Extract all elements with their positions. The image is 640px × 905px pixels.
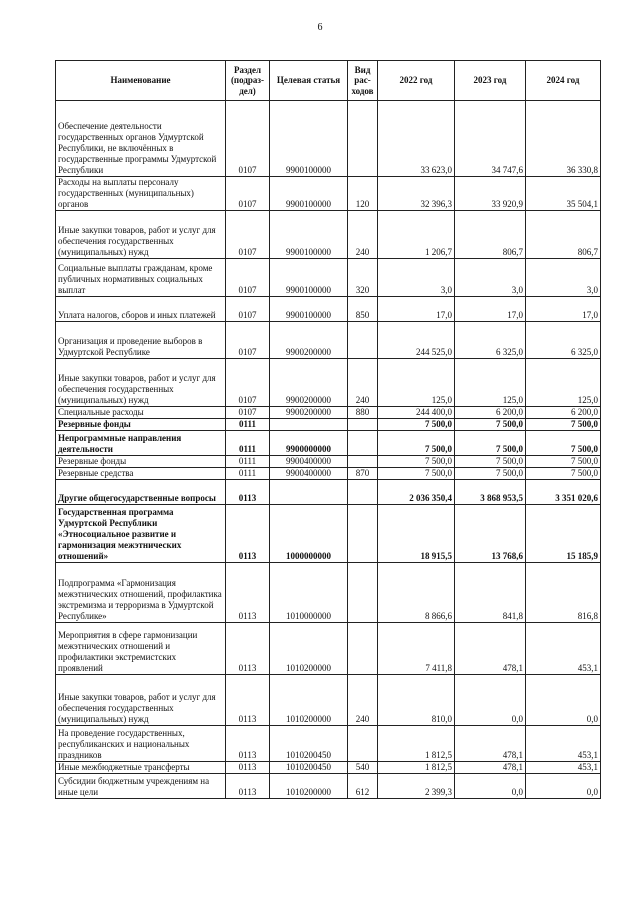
table-row <box>56 211 601 259</box>
row-section: 0107 <box>226 177 270 211</box>
row-value-2023: 33 920,9 <box>455 177 526 211</box>
row-name: Иные закупки товаров, работ и услуг для обеспечения государственных (муниципальных) нужд <box>56 211 226 259</box>
row-target: 1010000000 <box>270 563 348 623</box>
row-name: Уплата налогов, сборов и иных платежей <box>56 297 226 322</box>
row-value-2024: 453,1 <box>526 623 601 675</box>
table-body <box>56 101 601 799</box>
table-row <box>56 623 601 675</box>
page-number: 6 <box>317 22 323 33</box>
row-value-2022: 1 206,7 <box>378 211 455 259</box>
row-value-2023: 3 868 953,5 <box>455 480 526 505</box>
row-expense-type <box>348 563 378 623</box>
row-target: 9900100000 <box>270 101 348 177</box>
row-value-2024: 816,8 <box>526 563 601 623</box>
row-value-2023: 6 200,0 <box>455 407 526 419</box>
row-expense-type <box>348 322 378 359</box>
row-expense-type <box>348 456 378 468</box>
row-section: 0113 <box>226 505 270 563</box>
row-value-2023: 125,0 <box>455 359 526 407</box>
row-value-2024: 6 325,0 <box>526 322 601 359</box>
row-value-2024: 35 504,1 <box>526 177 601 211</box>
row-target: 1010200450 <box>270 762 348 774</box>
column-header-2022: 2022 год <box>378 61 455 101</box>
row-value-2023: 7 500,0 <box>455 468 526 480</box>
row-section: 0107 <box>226 211 270 259</box>
row-value-2022: 810,0 <box>378 675 455 726</box>
row-value-2022: 7 500,0 <box>378 456 455 468</box>
row-section: 0107 <box>226 259 270 297</box>
row-expense-type: 850 <box>348 297 378 322</box>
row-value-2022: 1 812,5 <box>378 726 455 762</box>
table-row <box>56 177 601 211</box>
column-header-2023: 2023 год <box>455 61 526 101</box>
row-name: Иные закупки товаров, работ и услуг для обеспечения государственных (муниципальных) нужд <box>56 359 226 407</box>
row-target: 9900100000 <box>270 297 348 322</box>
row-value-2023: 7 500,0 <box>455 431 526 456</box>
row-value-2023: 478,1 <box>455 726 526 762</box>
row-section: 0111 <box>226 468 270 480</box>
row-section: 0113 <box>226 762 270 774</box>
row-value-2023: 3,0 <box>455 259 526 297</box>
row-value-2023: 7 500,0 <box>455 456 526 468</box>
row-value-2024: 453,1 <box>526 762 601 774</box>
row-section: 0111 <box>226 431 270 456</box>
row-value-2022: 32 396,3 <box>378 177 455 211</box>
row-value-2024: 15 185,9 <box>526 505 601 563</box>
row-target: 1010200000 <box>270 675 348 726</box>
row-value-2022: 7 500,0 <box>378 468 455 480</box>
row-value-2024: 3,0 <box>526 259 601 297</box>
row-name: Подпрограмма «Гармонизация межэтнических отношений, профилактика экстремизма и терроризма в Удмуртской Республике» <box>56 563 226 623</box>
row-value-2023: 34 747,6 <box>455 101 526 177</box>
row-section: 0107 <box>226 322 270 359</box>
table-row <box>56 359 601 407</box>
row-target: 9900200000 <box>270 322 348 359</box>
row-section: 0113 <box>226 726 270 762</box>
row-value-2024: 17,0 <box>526 297 601 322</box>
row-value-2024: 7 500,0 <box>526 419 601 431</box>
row-target: 1010200000 <box>270 623 348 675</box>
table-row <box>56 726 601 762</box>
row-value-2022: 18 915,5 <box>378 505 455 563</box>
row-value-2022: 7 500,0 <box>378 419 455 431</box>
row-name: Непрограммные направления деятельности <box>56 431 226 456</box>
row-value-2022: 1 812,5 <box>378 762 455 774</box>
table-row <box>56 675 601 726</box>
row-expense-type: 240 <box>348 675 378 726</box>
table-header-row <box>56 61 601 101</box>
row-value-2022: 2 399,3 <box>378 774 455 799</box>
row-value-2022: 3,0 <box>378 259 455 297</box>
row-target: 9900100000 <box>270 177 348 211</box>
row-value-2022: 7 411,8 <box>378 623 455 675</box>
row-value-2024: 7 500,0 <box>526 431 601 456</box>
row-target: 1000000000 <box>270 505 348 563</box>
row-name: Иные закупки товаров, работ и услуг для обеспечения государственных (муниципальных) нужд <box>56 675 226 726</box>
row-expense-type: 120 <box>348 177 378 211</box>
row-target: 1010200000 <box>270 774 348 799</box>
row-name: Резервные средства <box>56 468 226 480</box>
row-name: Резервные фонды <box>56 419 226 431</box>
row-section: 0107 <box>226 297 270 322</box>
row-expense-type <box>348 480 378 505</box>
row-section: 0111 <box>226 456 270 468</box>
table-row <box>56 774 601 799</box>
row-section: 0107 <box>226 407 270 419</box>
row-target <box>270 419 348 431</box>
row-name: Государственная программа Удмуртской Республики «Этносоциальное развитие и гармонизация межэтнических отношений» <box>56 505 226 563</box>
row-name: Организация и проведение выборов в Удмуртской Республике <box>56 322 226 359</box>
budget-table <box>55 60 601 799</box>
table-row <box>56 456 601 468</box>
row-target: 9900100000 <box>270 211 348 259</box>
row-value-2023: 478,1 <box>455 623 526 675</box>
row-name: Другие общегосударственные вопросы <box>56 480 226 505</box>
table-row <box>56 468 601 480</box>
row-name: Социальные выплаты гражданам, кроме публичных нормативных социальных выплат <box>56 259 226 297</box>
row-expense-type: 612 <box>348 774 378 799</box>
row-value-2023: 0,0 <box>455 675 526 726</box>
row-name: Иные межбюджетные трансферты <box>56 762 226 774</box>
row-name: Мероприятия в сфере гармонизации межэтнических отношений и профилактики экстремистских проявлений <box>56 623 226 675</box>
row-value-2022: 7 500,0 <box>378 431 455 456</box>
table-row <box>56 101 601 177</box>
row-section: 0113 <box>226 623 270 675</box>
row-expense-type: 540 <box>348 762 378 774</box>
row-value-2023: 13 768,6 <box>455 505 526 563</box>
row-value-2024: 3 351 020,6 <box>526 480 601 505</box>
row-value-2022: 244 400,0 <box>378 407 455 419</box>
row-value-2022: 125,0 <box>378 359 455 407</box>
column-header-section: Раздел (подраз-дел) <box>226 61 270 101</box>
row-target <box>270 480 348 505</box>
row-section: 0113 <box>226 563 270 623</box>
row-expense-type: 320 <box>348 259 378 297</box>
table-row <box>56 407 601 419</box>
row-value-2024: 7 500,0 <box>526 468 601 480</box>
row-target: 9900200000 <box>270 407 348 419</box>
row-name: Расходы на выплаты персоналу государственных (муниципальных) органов <box>56 177 226 211</box>
row-value-2022: 17,0 <box>378 297 455 322</box>
row-section: 0111 <box>226 419 270 431</box>
row-value-2023: 0,0 <box>455 774 526 799</box>
column-header-target: Целевая статья <box>270 61 348 101</box>
row-value-2024: 453,1 <box>526 726 601 762</box>
row-value-2024: 0,0 <box>526 675 601 726</box>
row-value-2022: 244 525,0 <box>378 322 455 359</box>
column-header-2024: 2024 год <box>526 61 601 101</box>
row-value-2022: 8 866,6 <box>378 563 455 623</box>
row-value-2022: 33 623,0 <box>378 101 455 177</box>
table-row <box>56 762 601 774</box>
row-name: Субсидии бюджетным учреждениям на иные цели <box>56 774 226 799</box>
row-value-2022: 2 036 350,4 <box>378 480 455 505</box>
row-target: 9900400000 <box>270 456 348 468</box>
row-value-2024: 0,0 <box>526 774 601 799</box>
row-section: 0113 <box>226 675 270 726</box>
table-row <box>56 480 601 505</box>
row-value-2024: 6 200,0 <box>526 407 601 419</box>
row-name: Обеспечение деятельности государственных органов Удмуртской Республики, не включённых в государственные программы Удмуртской Республики <box>56 101 226 177</box>
row-target: 1010200450 <box>270 726 348 762</box>
table-row <box>56 259 601 297</box>
row-value-2023: 806,7 <box>455 211 526 259</box>
table-row <box>56 505 601 563</box>
table-row <box>56 563 601 623</box>
row-expense-type: 870 <box>348 468 378 480</box>
row-expense-type <box>348 419 378 431</box>
row-section: 0113 <box>226 480 270 505</box>
row-name: Специальные расходы <box>56 407 226 419</box>
column-header-type: Вид рас-ходов <box>348 61 378 101</box>
row-value-2024: 7 500,0 <box>526 456 601 468</box>
row-name: На проведение государственных, республиканских и национальных праздников <box>56 726 226 762</box>
row-target: 9900000000 <box>270 431 348 456</box>
row-expense-type <box>348 101 378 177</box>
row-section: 0113 <box>226 774 270 799</box>
row-expense-type <box>348 431 378 456</box>
table-row <box>56 322 601 359</box>
row-expense-type <box>348 505 378 563</box>
row-section: 0107 <box>226 101 270 177</box>
row-expense-type: 880 <box>348 407 378 419</box>
row-value-2023: 478,1 <box>455 762 526 774</box>
row-target: 9900400000 <box>270 468 348 480</box>
row-value-2023: 17,0 <box>455 297 526 322</box>
row-target: 9900200000 <box>270 359 348 407</box>
column-header-name: Наименование <box>56 61 226 101</box>
row-expense-type: 240 <box>348 211 378 259</box>
row-expense-type: 240 <box>348 359 378 407</box>
row-value-2023: 841,8 <box>455 563 526 623</box>
table-row <box>56 297 601 322</box>
row-value-2023: 6 325,0 <box>455 322 526 359</box>
row-value-2024: 806,7 <box>526 211 601 259</box>
row-section: 0107 <box>226 359 270 407</box>
row-name: Резервные фонды <box>56 456 226 468</box>
row-expense-type <box>348 726 378 762</box>
row-value-2024: 125,0 <box>526 359 601 407</box>
row-value-2023: 7 500,0 <box>455 419 526 431</box>
table-row <box>56 419 601 431</box>
row-value-2024: 36 330,8 <box>526 101 601 177</box>
table-row <box>56 431 601 456</box>
row-target: 9900100000 <box>270 259 348 297</box>
row-expense-type <box>348 623 378 675</box>
